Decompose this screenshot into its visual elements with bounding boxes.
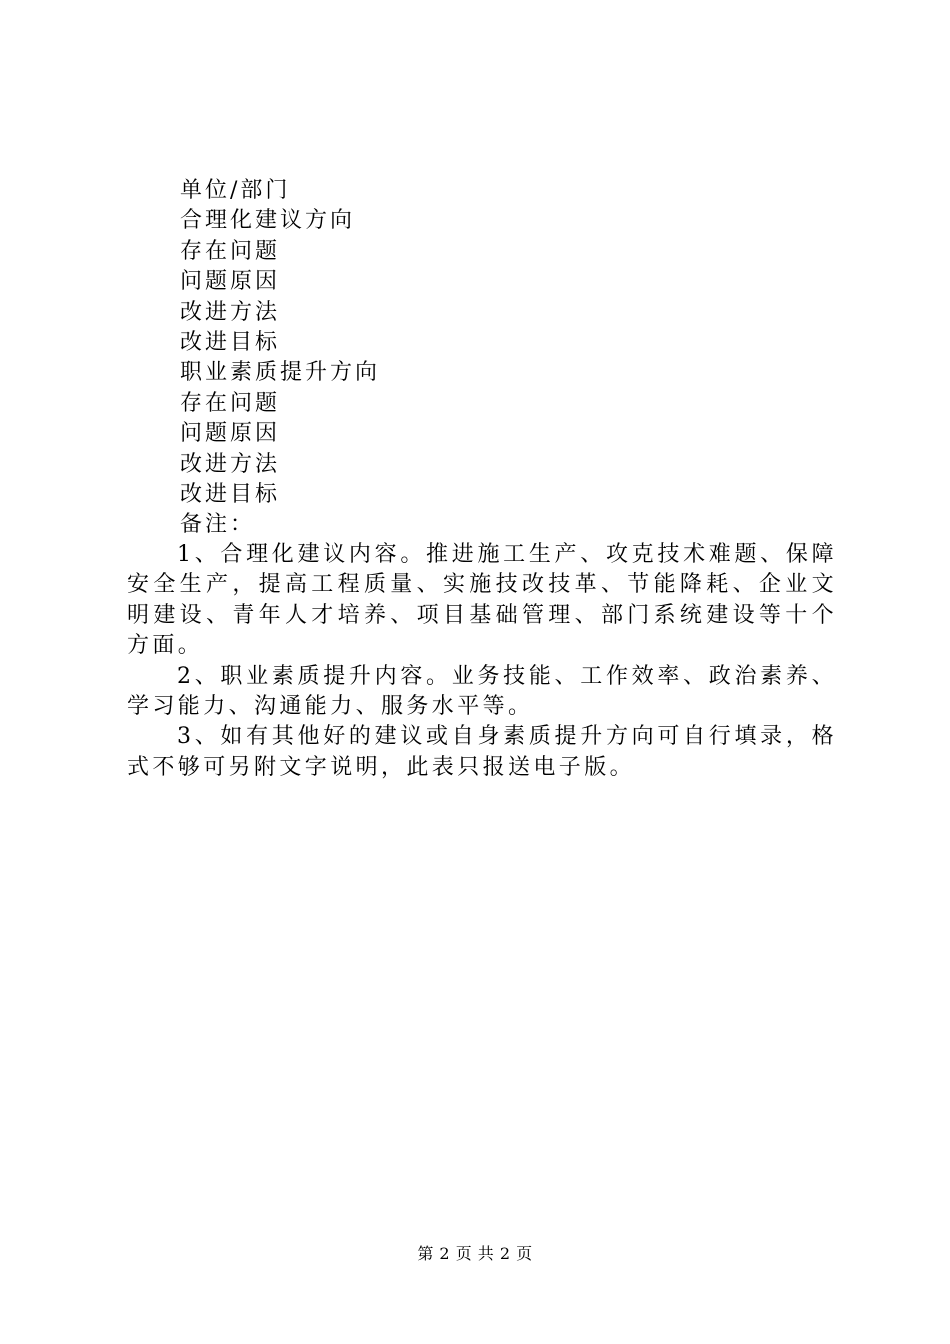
field-quality-improvement-direction: 职业素质提升方向	[180, 360, 381, 386]
field-remarks-heading: 备注：	[180, 512, 256, 538]
note-paragraph-2: 2、职业素质提升内容。业务技能、工作效率、政治素养、学习能力、沟通能力、服务水平等。	[127, 663, 837, 720]
field-existing-problems-2: 存在问题	[180, 390, 281, 416]
field-improvement-goals-2: 改进目标	[180, 481, 281, 507]
field-suggestion-direction: 合理化建议方向	[180, 208, 356, 234]
field-unit-department: 单位/部门	[180, 178, 291, 203]
field-problem-causes-2: 问题原因	[180, 421, 281, 447]
page-footer: 第 2 页 共 2 页	[417, 1244, 533, 1263]
note-paragraph-3: 3、如有其他好的建议或自身素质提升方向可自行填录，格式不够可另附文字说明，此表只报送电子版。	[127, 724, 837, 780]
field-improvement-methods: 改进方法	[180, 299, 281, 325]
form-field-list	[180, 176, 840, 541]
field-existing-problems: 存在问题	[180, 238, 281, 264]
field-improvement-methods-2: 改进方法	[180, 451, 281, 477]
note-paragraph-1: 1、合理化建议内容。推进施工生产、攻克技术难题、保障安全生产，提高工程质量、实施技改技革、节能降耗、企业文明建设、青年人才培养、项目基础管理、部门系统建设等十个方面。	[127, 542, 837, 659]
remarks-notes	[127, 540, 837, 783]
field-improvement-goals: 改进目标	[180, 329, 281, 355]
field-problem-causes: 问题原因	[180, 269, 281, 295]
